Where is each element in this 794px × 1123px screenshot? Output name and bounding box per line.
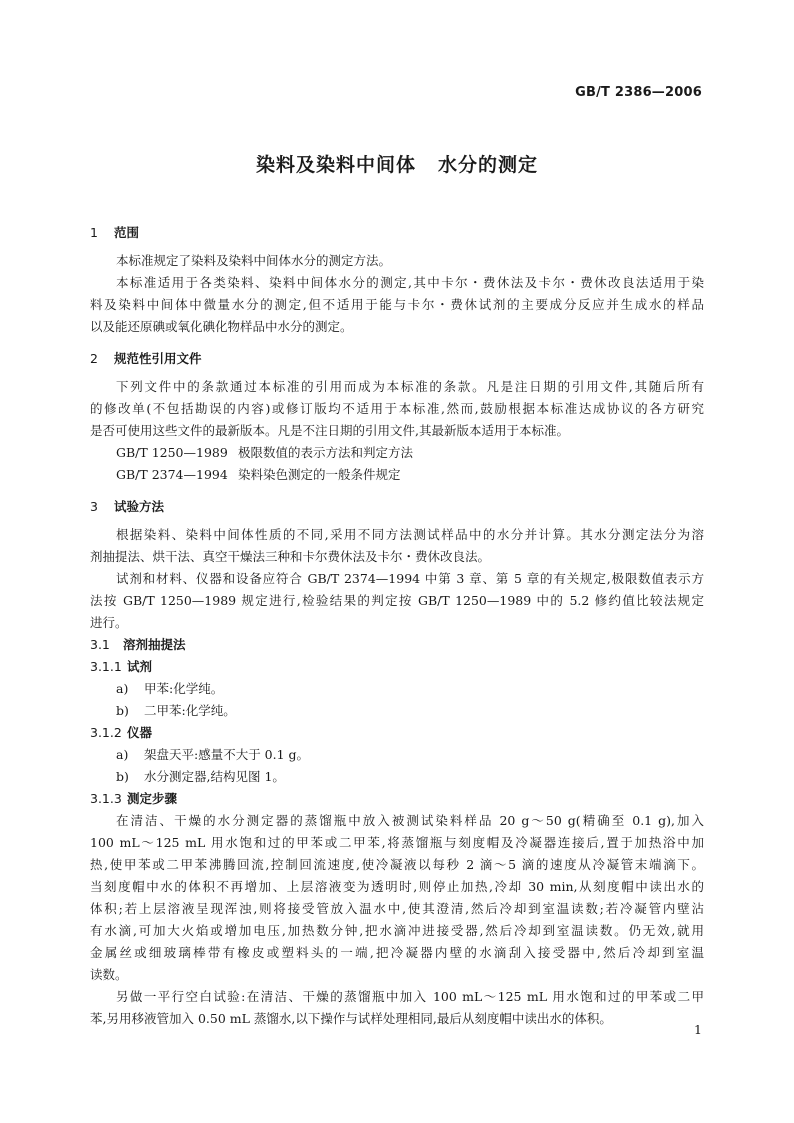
title-part-1: 染料及染料中间体 xyxy=(255,154,416,176)
instrument-item-a: a) 架盘天平:感量不大于 0.1 g。 xyxy=(116,747,310,762)
section-3-paragraph-1-line-1: 根据染料、染料中间体性质的不同,采用不同方法测试样品中的水分并计算。其水分测定法分为溶 xyxy=(116,527,704,542)
procedure-paragraph-1-line-6: 有水滴,可加大火焰或增加电压,加热数分钟,把水滴冲进接受器,然后冷却到室温读数。仍无效,就用 xyxy=(90,923,704,938)
section-3-paragraph-1-line-2: 剂抽提法、烘干法、真空干燥法三种和卡尔费休法及卡尔・费休改良法。 xyxy=(90,549,491,564)
section-2-heading: 2 规范性引用文件 xyxy=(90,351,202,366)
procedure-paragraph-2-line-1: 另做一平行空白试验:在清洁、干燥的蒸馏瓶中加入 100 mL～125 mL 用水饱和过的甲苯或二甲 xyxy=(116,989,704,1004)
procedure-paragraph-1-line-8: 读数。 xyxy=(90,967,128,982)
section-1-paragraph-2-line-1: 本标准适用于各类染料、染料中间体水分的测定,其中卡尔・费休法及卡尔・费休改良法适用于染 xyxy=(116,275,704,290)
reagent-item-b: b) 二甲苯:化学纯。 xyxy=(116,703,236,718)
section-3-1-1-heading: 3.1.1 试剂 xyxy=(90,659,153,674)
section-1-heading: 1 范围 xyxy=(90,225,140,240)
procedure-paragraph-1-line-3: 热,使甲苯或二甲苯沸腾回流,控制回流速度,使冷凝液以每秒 2 滴～5 滴的速度从冷凝管末端滴下。 xyxy=(90,857,704,872)
document-body xyxy=(90,222,704,1030)
reagent-item-a: a) 甲苯:化学纯。 xyxy=(116,681,224,696)
procedure-paragraph-1-line-5: 体积;若上层溶液呈现浑浊,则将接受管放入温水中,使其澄清,然后冷却到室温读数;若冷凝管内壁沾 xyxy=(90,901,704,916)
section-1-paragraph-2-line-2: 料及染料中间体中微量水分的测定,但不适用于能与卡尔・费休试剂的主要成分反应并生成水的样品 xyxy=(90,297,704,312)
procedure-paragraph-1-line-1: 在清洁、干燥的水分测定器的蒸馏瓶中放入被测试染料样品 20 g～50 g(精确至 0.1 g),加入 xyxy=(116,813,704,828)
section-3-paragraph-2-line-2: 法按 GB/T 1250—1989 规定进行,检验结果的判定按 GB/T 1250—1989 中的 5.2 修约值比较法规定 xyxy=(90,593,704,608)
section-2-paragraph-line-3: 是否可使用这些文件的最新版本。凡是不注日期的引用文件,其最新版本适用于本标准。 xyxy=(90,423,569,438)
section-1-paragraph-2-line-3: 以及能还原碘或氧化碘化物样品中水分的测定。 xyxy=(90,319,353,334)
document-title xyxy=(0,150,794,177)
title-part-2: 水分的测定 xyxy=(438,154,539,176)
reference-gb-t-2374: GB/T 2374—1994 染料染色测定的一般条件规定 xyxy=(116,467,401,482)
section-3-1-2-heading: 3.1.2 仪器 xyxy=(90,725,153,740)
section-3-paragraph-2-line-1: 试剂和材料、仪器和设备应符合 GB/T 2374—1994 中第 3 章、第 5 章的有关规定,极限数值表示方 xyxy=(116,571,704,586)
section-2-paragraph-line-2: 的修改单(不包括勘误的内容)或修订版均不适用于本标准,然而,鼓励根据本标准达成协议的各方研究 xyxy=(90,401,704,416)
section-2-paragraph-line-1: 下列文件中的条款通过本标准的引用而成为本标准的条款。凡是注日期的引用文件,其随后所有 xyxy=(116,379,704,394)
reference-gb-t-1250: GB/T 1250—1989 极限数值的表示方法和判定方法 xyxy=(116,445,414,460)
section-3-paragraph-2-line-3: 进行。 xyxy=(90,615,128,630)
page-number: 1 xyxy=(694,1022,702,1037)
instrument-item-b: b) 水分测定器,结构见图 1。 xyxy=(116,769,285,784)
procedure-paragraph-1-line-2: 100 mL～125 mL 用水饱和过的甲苯或二甲苯,将蒸馏瓶与刻度帽及冷凝器连接后,置于加热浴中加 xyxy=(90,835,704,850)
section-3-heading: 3 试验方法 xyxy=(90,499,165,514)
standard-code: GB/T 2386—2006 xyxy=(575,85,702,100)
procedure-paragraph-2-line-2: 苯,另用移液管加入 0.50 mL 蒸馏水,以下操作与试样处理相同,最后从刻度帽中读出水的体积。 xyxy=(90,1011,612,1026)
section-3-1-3-heading: 3.1.3 测定步骤 xyxy=(90,791,178,806)
procedure-paragraph-1-line-4: 当刻度帽中水的体积不再增加、上层溶液变为透明时,则停止加热,冷却 30 min,从刻度帽中读出水的 xyxy=(90,879,704,894)
section-3-1-heading: 3.1 溶剂抽提法 xyxy=(90,637,186,652)
section-1-paragraph-1: 本标准规定了染料及染料中间体水分的测定方法。 xyxy=(116,253,392,268)
procedure-paragraph-1-line-7: 金属丝或细玻璃棒带有橡皮或塑料头的一端,把冷凝器内壁的水滴刮入接受器中,然后冷却到室温 xyxy=(90,945,704,960)
